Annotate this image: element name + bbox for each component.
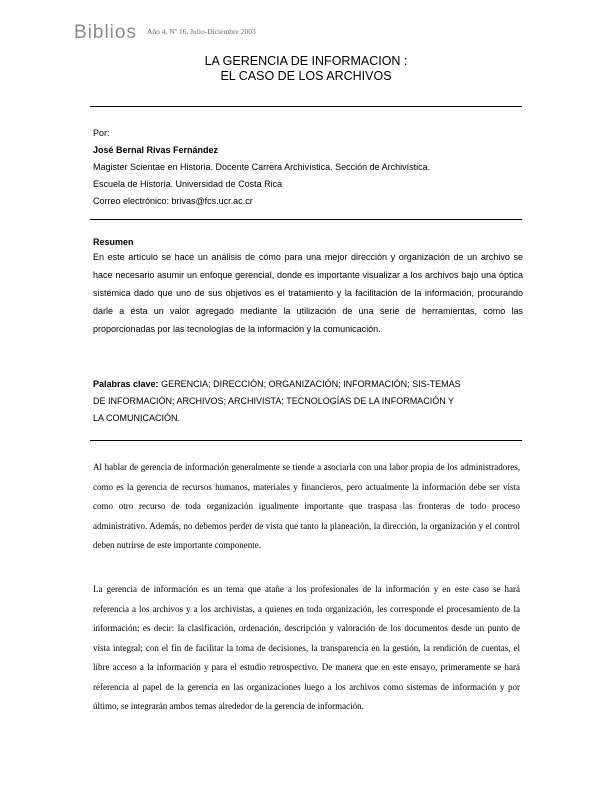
body-paragraph-2: La gerencia de información es un tema que atañe a los profesionales de la información y en este caso se hará referencia a los archivos y a los archivistas, a quienes en toda organización, les corresponde el procesamiento de la información; es decir: la clasificación, ordenación, descripción y valoración de los documentos desde un punto de vista integral; con el fin de facilitar la toma de decisiones, la transparencia en la gestión, la rendición de cuentas, el libre acceso a la información y para el estudio retrospectivo. De manera que en este ensayo, primeramente se hará referencia al papel de la gerencia en las organizaciones luego a los archivos como sistemas de información y por último, se integrarán ambos temas alrededor de la gerencia de información. [93, 584, 520, 711]
title-line-2: EL CASO DE LOS ARCHIVOS [220, 69, 392, 83]
by-label: Por: [93, 128, 110, 138]
keywords-section [93, 376, 523, 427]
keywords-line-1: GERENCIA; DIRECCIÓN; ORGANIZACIÓN; INFORMACIÓN; SIS-TEMAS [161, 379, 461, 389]
journal-header [74, 22, 256, 44]
abstract-heading: Resumen [93, 237, 134, 247]
keywords-line-3: LA COMUNICACIÓN. [93, 413, 181, 423]
issue-info: Año 4, Nº 16, Julio-Diciembre 2003 [146, 27, 256, 36]
author-affiliation-1: Magister Scientae en Historia. Docente Carrera Archivística. Sección de Archivística. [93, 162, 431, 172]
article-title [90, 54, 522, 84]
abstract-section [93, 236, 523, 338]
author-email: Correo electrónico: brivas@fcs.ucr.ac.cr [93, 196, 253, 206]
keywords-label: Palabras clave: [93, 379, 159, 389]
top-divider [90, 106, 522, 107]
abstract-text: En este artículo se hace un análisis de cómo para una mejor dirección y organización de un archivo se hace necesario asumir un enfoque gerencial, donde es importante visualizar a los archivos bajo una óptica sistémica dado que uno de sus objetivos es el tratamiento y la facilitación de la información, procurando darle a ésta un valor agregado mediante la utilización de una serie de herramientas, como las proporcionadas por las tecnologías de la información y la comunicación. [93, 252, 523, 334]
middle-divider [90, 219, 522, 220]
title-line-1: LA GERENCIA DE INFORMACION : [204, 54, 408, 68]
author-block [93, 125, 523, 210]
author-name: José Bernal Rivas Fernández [93, 145, 219, 155]
body-paragraph-1: Al hablar de gerencia de información generalmente se tiende a asociarla con una labor propia de los administradores, como es la gerencia de recursos humanos, materiales y financieros, pero actualmente la información debe ser vista como otro recurso de toda organización igualmente importante que traspasa las fronteras de todo proceso administrativo. Además, no debemos perder de vista que tanto la planeación, la dirección, la organización y el control deben nutrirse de este importante componente. [93, 462, 520, 550]
author-affiliation-2: Escuela de Historia. Universidad de Costa Rica [93, 179, 283, 189]
keywords-line-2: DE INFORMACIÓN; ARCHIVOS; ARCHIVISTA; TECNOLOGÍAS DE LA INFORMACIÓN Y [93, 396, 455, 406]
journal-logo: Biblios [74, 22, 137, 43]
bottom-divider [90, 440, 522, 441]
